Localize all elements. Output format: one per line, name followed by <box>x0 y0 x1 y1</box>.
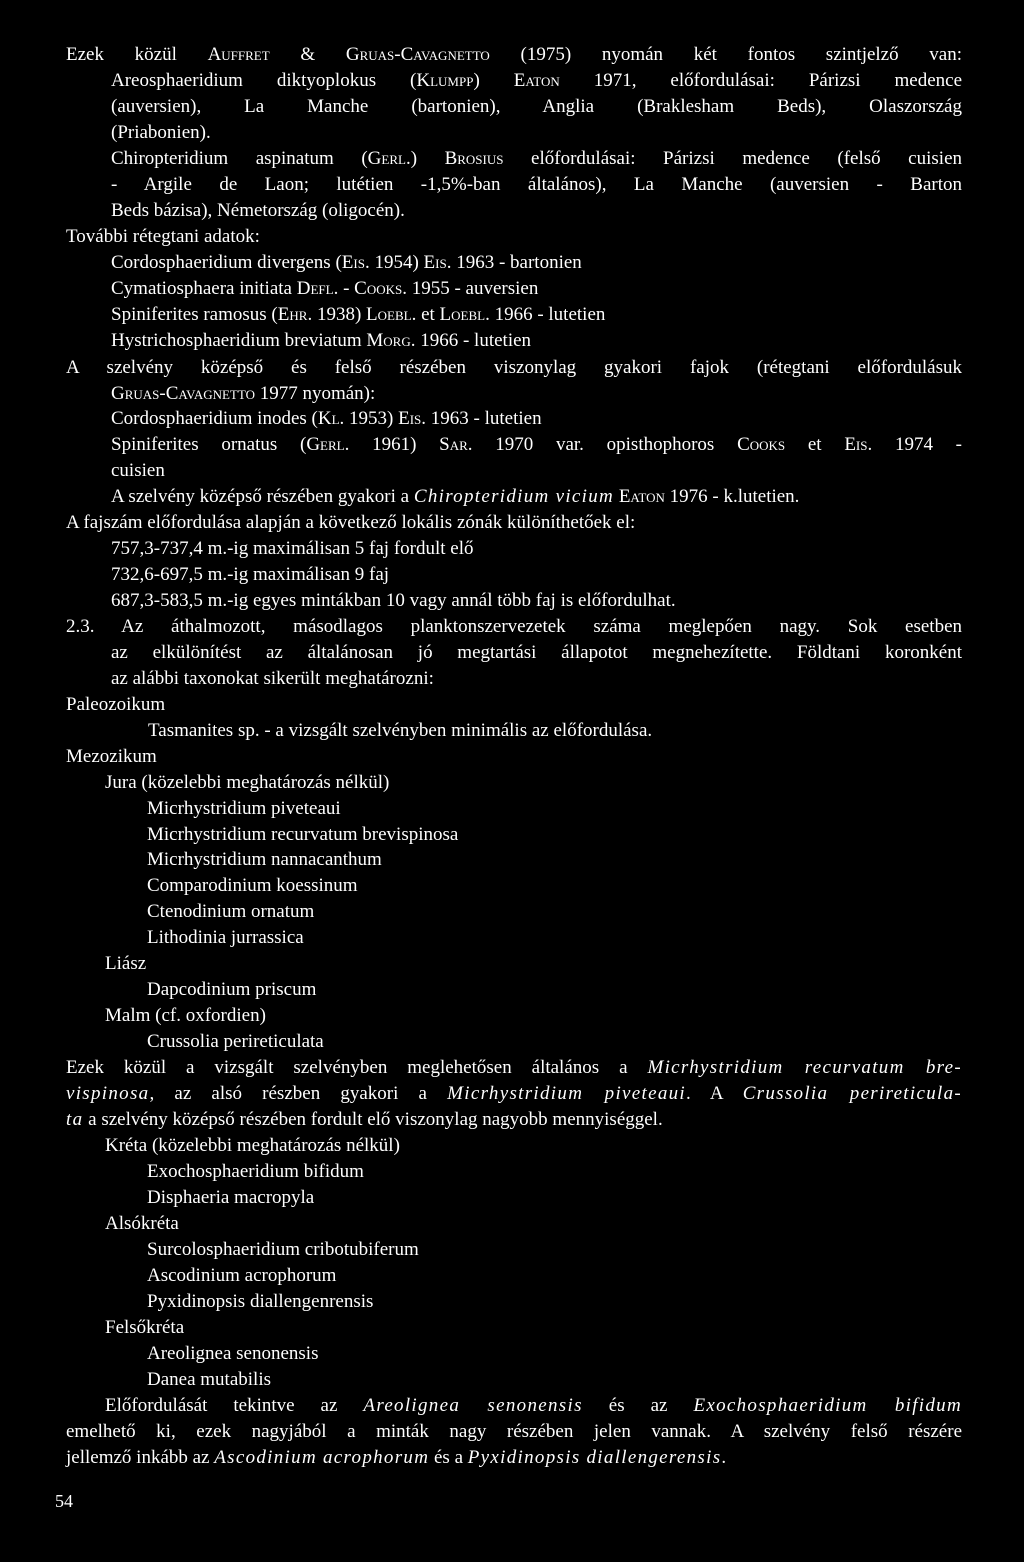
text-line-27 <box>148 721 652 740</box>
text-segment: , az alsó részben gyakori a <box>149 1083 448 1104</box>
text-line-14 <box>111 384 375 403</box>
text-segment: Liász <box>105 953 147 974</box>
text-segment: . - <box>333 278 355 299</box>
text-segment: Dapcodinium priscum <box>147 979 317 1000</box>
text-line-21 <box>111 565 389 584</box>
text-line-38 <box>105 1006 266 1025</box>
text-segment: . 1963 - bartonien <box>446 252 582 273</box>
text-line-13 <box>66 358 962 377</box>
text-line-55 <box>66 1448 726 1467</box>
text-segment: Chiropteridium aspinatum ( <box>111 148 368 169</box>
text-segment: Cordosphaeridium inodes ( <box>111 408 318 429</box>
page-number: 54 <box>55 1491 73 1511</box>
italic-taxon-name: Micrhystridium recurvatum bre- <box>647 1057 963 1078</box>
text-line-15 <box>111 409 542 428</box>
text-segment: Tasmanites sp. - a vizsgált szelvényben minimális az előfordulása. <box>148 720 653 741</box>
text-segment: . 1953) <box>339 408 399 429</box>
text-line-51 <box>147 1344 318 1363</box>
italic-taxon-name: Areolignea senonensis <box>363 1395 583 1416</box>
author-name: Eaton <box>513 70 560 91</box>
text-segment: A fajszám előfordulása alapján a következő lokális zónák különíthetőek el: <box>66 512 636 533</box>
text-segment: Micrhystridium piveteaui <box>147 798 341 819</box>
text-line-6 <box>111 175 962 194</box>
author-name: Eis <box>423 252 447 273</box>
text-segment: Ascodinium acrophorum <box>147 1265 337 1286</box>
text-segment: Lithodinia jurrassica <box>147 927 304 948</box>
text-line-40 <box>66 1058 962 1077</box>
text-segment: Disphaeria macropyla <box>147 1187 315 1208</box>
text-line-1 <box>66 45 962 64</box>
author-name: Sar <box>439 434 468 455</box>
text-segment: Ctenodinium ornatum <box>147 901 315 922</box>
text-line-44 <box>147 1162 364 1181</box>
text-line-31 <box>147 825 458 844</box>
text-segment: Spiniferites ramosus ( <box>111 304 278 325</box>
text-segment: A szelvény középső részében gyakori a <box>111 486 414 507</box>
text-segment: et <box>785 434 845 455</box>
text-segment: Spiniferites ornatus ( <box>111 434 307 455</box>
text-line-49 <box>147 1292 373 1311</box>
text-line-36 <box>105 954 146 973</box>
text-segment: Micrhystridium nannacanthum <box>147 849 382 870</box>
author-name: Gerl <box>367 148 406 169</box>
author-name: Loebl <box>439 304 486 325</box>
text-segment: Crussolia perireticulata <box>147 1031 324 1052</box>
text-line-3 <box>111 97 962 116</box>
text-segment: . A <box>686 1083 743 1104</box>
text-segment: Jura (közelebbi meghatározás nélkül) <box>105 772 390 793</box>
text-line-37 <box>147 980 316 999</box>
author-name: Loebl <box>366 304 412 325</box>
text-line-20 <box>111 539 474 558</box>
text-segment: Ezek közül <box>66 44 208 65</box>
author-name: Eis <box>844 434 868 455</box>
text-line-28 <box>66 747 157 766</box>
text-line-7 <box>111 201 405 220</box>
text-segment: Alsókréta <box>105 1213 179 1234</box>
text-line-30 <box>147 799 341 818</box>
text-segment: előfordulásai: Párizsi medence (felső cuisien <box>503 148 962 169</box>
text-line-29 <box>105 773 389 792</box>
text-line-24 <box>111 643 962 662</box>
italic-taxon-name: Exochosphaeridium bifidum <box>693 1395 962 1416</box>
text-segment: 2.3. Az áthalmozott, másodlagos planktonszervezetek száma meglepően nagy. Sok esetben <box>66 616 962 637</box>
text-segment: Kréta (közelebbi meghatározás nélkül) <box>105 1135 400 1156</box>
text-segment: .) <box>405 148 445 169</box>
author-name: Defl <box>296 278 334 299</box>
author-name: Gruas-Cavagnetto <box>111 383 255 404</box>
text-segment: 757,3-737,4 m.-ig maximálisan 5 faj fordult elő <box>111 538 474 559</box>
text-segment: Exochosphaeridium bifidum <box>147 1161 364 1182</box>
author-name: Eaton <box>618 486 665 507</box>
text-segment: . et <box>411 304 440 325</box>
text-line-11 <box>111 305 605 324</box>
text-segment: Pyxidinopsis diallengenrensis <box>147 1291 374 1312</box>
text-segment: Areolignea senonensis <box>147 1343 319 1364</box>
text-segment: . 1955 - auversien <box>402 278 539 299</box>
italic-taxon-name: vispinosa <box>66 1083 150 1104</box>
author-name: Ehr <box>277 304 308 325</box>
text-segment: Felsőkréta <box>105 1317 185 1338</box>
italic-taxon-name: ta <box>66 1109 84 1130</box>
text-line-4 <box>111 123 211 142</box>
text-segment: Malm (cf. oxfordien) <box>105 1005 266 1026</box>
text-line-54 <box>66 1422 962 1441</box>
text-line-9 <box>111 253 582 272</box>
text-segment: . 1974 - <box>867 434 963 455</box>
text-segment: & <box>269 44 346 65</box>
text-segment: Micrhystridium recurvatum brevispinosa <box>147 824 459 845</box>
text-line-39 <box>147 1032 324 1051</box>
text-segment: ) <box>473 70 514 91</box>
author-name: Cooks <box>737 434 786 455</box>
author-name: Gerl <box>306 434 345 455</box>
author-name: Cooks <box>354 278 403 299</box>
text-line-8 <box>66 227 260 246</box>
text-segment: (Priabonien). <box>111 122 211 143</box>
text-segment: Hystrichosphaeridium breviatum <box>111 330 367 351</box>
text-line-41 <box>66 1084 962 1103</box>
author-name: Auffret <box>207 44 270 65</box>
author-name: Klumpp <box>416 70 474 91</box>
text-line-52 <box>147 1370 271 1389</box>
text-line-26 <box>66 695 165 714</box>
text-segment: jellemző inkább az <box>66 1447 215 1468</box>
text-segment: Surcolosphaeridium cribotubiferum <box>147 1239 419 1260</box>
text-segment: Előfordulását tekintve az <box>105 1395 364 1416</box>
text-line-33 <box>147 876 358 895</box>
text-line-34 <box>147 902 314 921</box>
text-line-12 <box>111 331 531 350</box>
author-name: Eis <box>341 252 365 273</box>
text-segment: az elkülönítést az általánosan jó megtartási állapotot megnehezítette. Földtani koronként <box>111 642 962 663</box>
text-line-47 <box>147 1240 419 1259</box>
text-segment: Ezek közül a vizsgált szelvényben meglehetősen általános a <box>66 1057 648 1078</box>
text-line-43 <box>105 1136 400 1155</box>
text-line-46 <box>105 1214 179 1233</box>
text-segment: Danea mutabilis <box>147 1369 271 1390</box>
italic-taxon-name: Pyxidinopsis diallengerensis <box>467 1447 722 1468</box>
text-segment: az alábbi taxonokat sikerült meghatározni: <box>111 668 434 689</box>
text-segment: . 1954) <box>364 252 424 273</box>
text-line-32 <box>147 850 382 869</box>
text-line-23 <box>66 617 962 636</box>
italic-taxon-name: Crussolia perireticula- <box>742 1083 962 1104</box>
text-line-17 <box>111 461 165 480</box>
text-line-42 <box>66 1110 663 1129</box>
text-segment: Comparodinium koessinum <box>147 875 358 896</box>
text-segment: További rétegtani adatok: <box>66 226 260 247</box>
text-segment: a szelvény középső részében fordult elő viszonylag nagyobb mennyiséggel. <box>83 1109 663 1130</box>
text-segment: Paleozoikum <box>66 694 166 715</box>
author-name: Morg <box>366 330 411 351</box>
text-segment: Areosphaeridium diktyoplokus ( <box>111 70 417 91</box>
text-line-2 <box>111 71 962 90</box>
text-segment: és a <box>429 1447 468 1468</box>
text-line-10 <box>111 279 538 298</box>
text-line-19 <box>66 513 635 532</box>
text-line-5 <box>111 149 962 168</box>
text-segment: (1975) nyomán két fontos szintjelző van: <box>489 44 963 65</box>
text-segment: 1977 nyomán): <box>254 383 376 404</box>
text-segment: - Argile de Laon; lutétien -1,5%-ban általános), La Manche (auversien - Barton <box>111 174 962 195</box>
text-segment: Cordosphaeridium divergens ( <box>111 252 342 273</box>
text-segment: (auversien), La Manche (bartonien), Anglia (Braklesham Beds), Olaszország <box>111 96 962 117</box>
author-name: Kl <box>317 408 340 429</box>
text-segment: . 1970 var. opisthophoros <box>467 434 738 455</box>
text-line-50 <box>105 1318 184 1337</box>
text-line-25 <box>111 669 434 688</box>
italic-taxon-name: Ascodinium acrophorum <box>214 1447 430 1468</box>
text-segment: Mezozikum <box>66 746 157 767</box>
text-segment: Cymatiosphaera initiata <box>111 278 297 299</box>
text-line-45 <box>147 1188 314 1207</box>
text-segment: 687,3-583,5 m.-ig egyes mintákban 10 vagy annál több faj is előfordulhat. <box>111 590 676 611</box>
text-segment: . 1938) <box>307 304 367 325</box>
text-line-18 <box>111 487 799 506</box>
text-segment: . 1961) <box>344 434 440 455</box>
author-name: Brosius <box>444 148 504 169</box>
text-line-35 <box>147 928 304 947</box>
text-segment: Beds bázisa), Németország (oligocén). <box>111 200 405 221</box>
text-segment: 732,6-697,5 m.-ig maximálisan 9 faj <box>111 564 390 585</box>
text-line-22 <box>111 591 676 610</box>
italic-taxon-name: Micrhystridium piveteaui <box>447 1083 687 1104</box>
author-name: Gruas-Cavagnetto <box>345 44 490 65</box>
text-segment: cuisien <box>111 460 165 481</box>
text-segment: és az <box>582 1395 694 1416</box>
text-segment: . 1966 - lutetien <box>485 304 606 325</box>
text-segment: . 1966 - lutetien <box>410 330 532 351</box>
text-segment: . 1963 - lutetien <box>421 408 542 429</box>
text-segment: . <box>721 1447 727 1468</box>
text-segment: 1976 - k.lutetien. <box>664 486 800 507</box>
text-segment: A szelvény középső és felső részében viszonylag gyakori fajok (rétegtani előfordulásuk <box>66 357 962 378</box>
text-segment: 1971, előfordulásai: Párizsi medence <box>559 70 963 91</box>
text-line-48 <box>147 1266 336 1285</box>
author-name: Eis <box>398 408 422 429</box>
text-line-53 <box>105 1396 962 1415</box>
italic-taxon-name: Chiropteridium vicium <box>413 486 615 507</box>
text-segment: emelhető ki, ezek nagyjából a minták nagy részében jelen vannak. A szelvény felső részére <box>66 1421 962 1442</box>
text-line-16 <box>111 435 962 454</box>
